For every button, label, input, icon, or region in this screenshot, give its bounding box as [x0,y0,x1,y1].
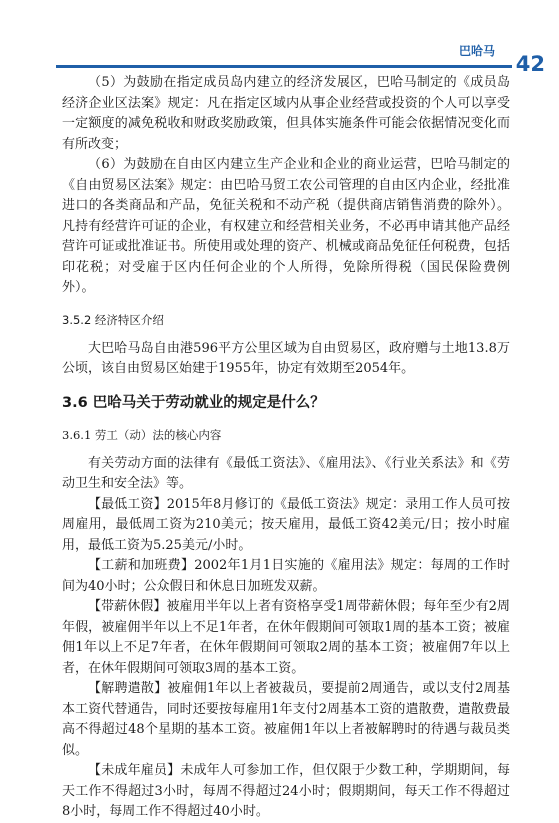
paragraph-5: （5）为鼓励在指定成员岛内建立的经济发展区，巴哈马制定的《成员岛经济企业区法案》规定：凡在指定区域内从事企业经营或投资的个人可以享受一定额度的减免税收和财政奖励政策，但具体实施条件可能会依据情况变化而有所改变； [62,75,510,152]
page-body [62,73,510,823]
paid-leave-paragraph: 【带薪休假】被雇用半年以上者有资格享受1周带薪休假；每年至少有2周年假，被雇佣半年以上不足1年者，在休年假期间可领取1周的基本工资；被雇佣1年以上不足7年者，在休年假期间可领取2周的基本工资；被雇佣7年以上者，在休年假期间可领取3周的基本工资。 [62,599,510,676]
wages-overtime-paragraph: 【工薪和加班费】2002年1月1日实施的《雇用法》规定：每周的工作时间为40小时；公众假日和休息日加班发双薪。 [62,558,510,594]
section-3-5-2-body: 大巴哈马岛自由港596平方公里区域为自由贸易区，政府赠与土地13.8万公顷，该自由贸易区始建于1955年，协定有效期至2054年。 [62,340,510,376]
section-3-6-1-intro: 有关劳动方面的法律有《最低工资法》、《雇用法》、《行业关系法》和《劳动卫生和安全法》等。 [62,455,510,491]
section-heading-3-6-1: 3.6.1 劳工（动）法的核心内容 [62,427,222,442]
header-rule [56,65,512,68]
header-title: 巴哈马 [458,44,495,58]
page-number: 42 [515,52,545,76]
section-heading-3-6: 3.6 巴哈马关于劳动就业的规定是什么？ [62,394,325,411]
paragraph-6: （6）为鼓励在自由区内建立生产企业和企业的商业运营，巴哈马制定的《自由贸易区法案》规定：由巴哈马贸工农公司管理的自由区内企业，经批准进口的各类商品和产品，免征关税和不动产税（提供商店销售消费的除外）。凡持有经营许可证的企业，有权建立和经营相关业务，不必再申请其他产品经营许可证或批准证书。所使用或处理的资产、机械或商品免征任何税费，包括印花税；对受雇于区内任何企业的个人所得，免除所得税（国民保险费例外）。 [62,157,510,295]
minimum-wage-paragraph: 【最低工资】2015年8月修订的《最低工资法》规定：录用工作人员可按周雇用，最低周工资为210美元；按天雇用，最低工资42美元/日；按小时雇用，最低工资为5.25美元/小时。 [62,496,510,553]
minor-employees-paragraph: 【未成年雇员】未成年人可参加工作，但仅限于少数工种，学期期间，每天工作不得超过3小时，每周不得超过24小时；假期期间，每天工作不得超过8小时，每周工作不得超过40小时。 [62,763,510,819]
dismissal-paragraph: 【解聘遣散】被雇佣1年以上者被裁员，要提前2周通告，或以支付2周基本工资代替通告，同时还要按每雇用1年支付2周基本工资的遣散费，遣散费最高不得超过48个星期的基本工资。被雇佣1年以上者被解聘时的待遇与裁员类似。 [62,681,510,758]
section-heading-3-5-2: 3.5.2 经济特区介绍 [62,312,164,327]
